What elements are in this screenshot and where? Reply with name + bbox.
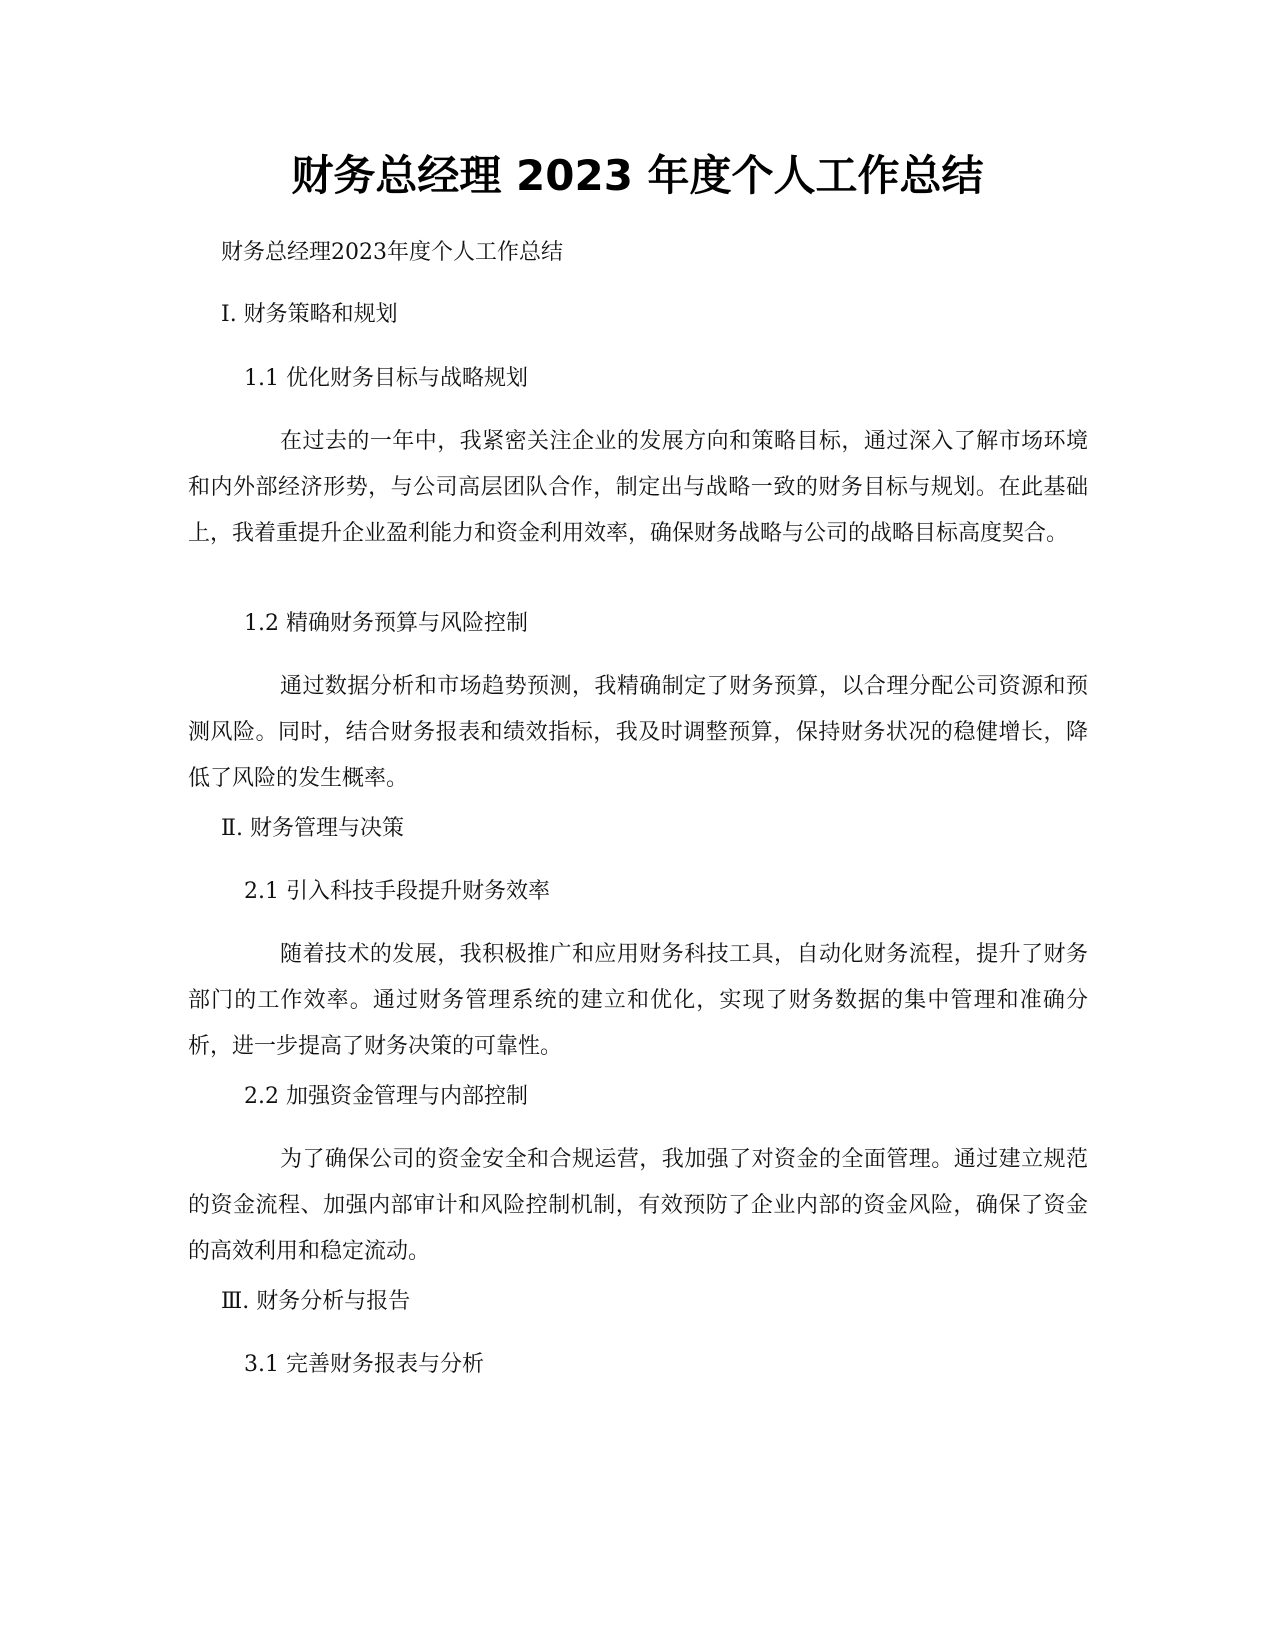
paragraph: 随着技术的发展，我积极推广和应用财务科技工具，自动化财务流程，提升了财务部门的工作效率。通过财务管理系统的建立和优化，实现了财务数据的集中管理和准确分析，进一步提高了财务决策的可靠性。 [188, 942, 1088, 1059]
section-heading: Ⅲ. 财务分析与报告 [221, 1289, 411, 1314]
subsection-heading: 1.1 优化财务目标与战略规划 [244, 366, 528, 391]
subsection-heading: 2.2 加强资金管理与内部控制 [244, 1084, 528, 1109]
paragraph: 通过数据分析和市场趋势预测，我精确制定了财务预算，以合理分配公司资源和预测风险。同时，结合财务报表和绩效指标，我及时调整预算，保持财务状况的稳健增长，降低了风险的发生概率。 [188, 674, 1088, 791]
document-subtitle: 财务总经理2023年度个人工作总结 [221, 240, 563, 265]
subsection-heading: 1.2 精确财务预算与风险控制 [244, 611, 528, 636]
paragraph: 在过去的一年中，我紧密关注企业的发展方向和策略目标，通过深入了解市场环境和内外部经济形势，与公司高层团队合作，制定出与战略一致的财务目标与规划。在此基础上，我着重提升企业盈利能力和资金利用效率，确保财务战略与公司的战略目标高度契合。 [188, 429, 1088, 546]
section-heading: Ⅰ. 财务策略和规划 [221, 302, 398, 327]
document-title: 财务总经理 2023 年度个人工作总结 [291, 151, 984, 200]
paragraph: 为了确保公司的资金安全和合规运营，我加强了对资金的全面管理。通过建立规范的资金流程、加强内部审计和风险控制机制，有效预防了企业内部的资金风险，确保了资金的高效利用和稳定流动。 [188, 1147, 1088, 1264]
subsection-heading: 2.1 引入科技手段提升财务效率 [244, 879, 550, 904]
section-heading: Ⅱ. 财务管理与决策 [221, 816, 404, 841]
subsection-heading: 3.1 完善财务报表与分析 [244, 1352, 484, 1377]
